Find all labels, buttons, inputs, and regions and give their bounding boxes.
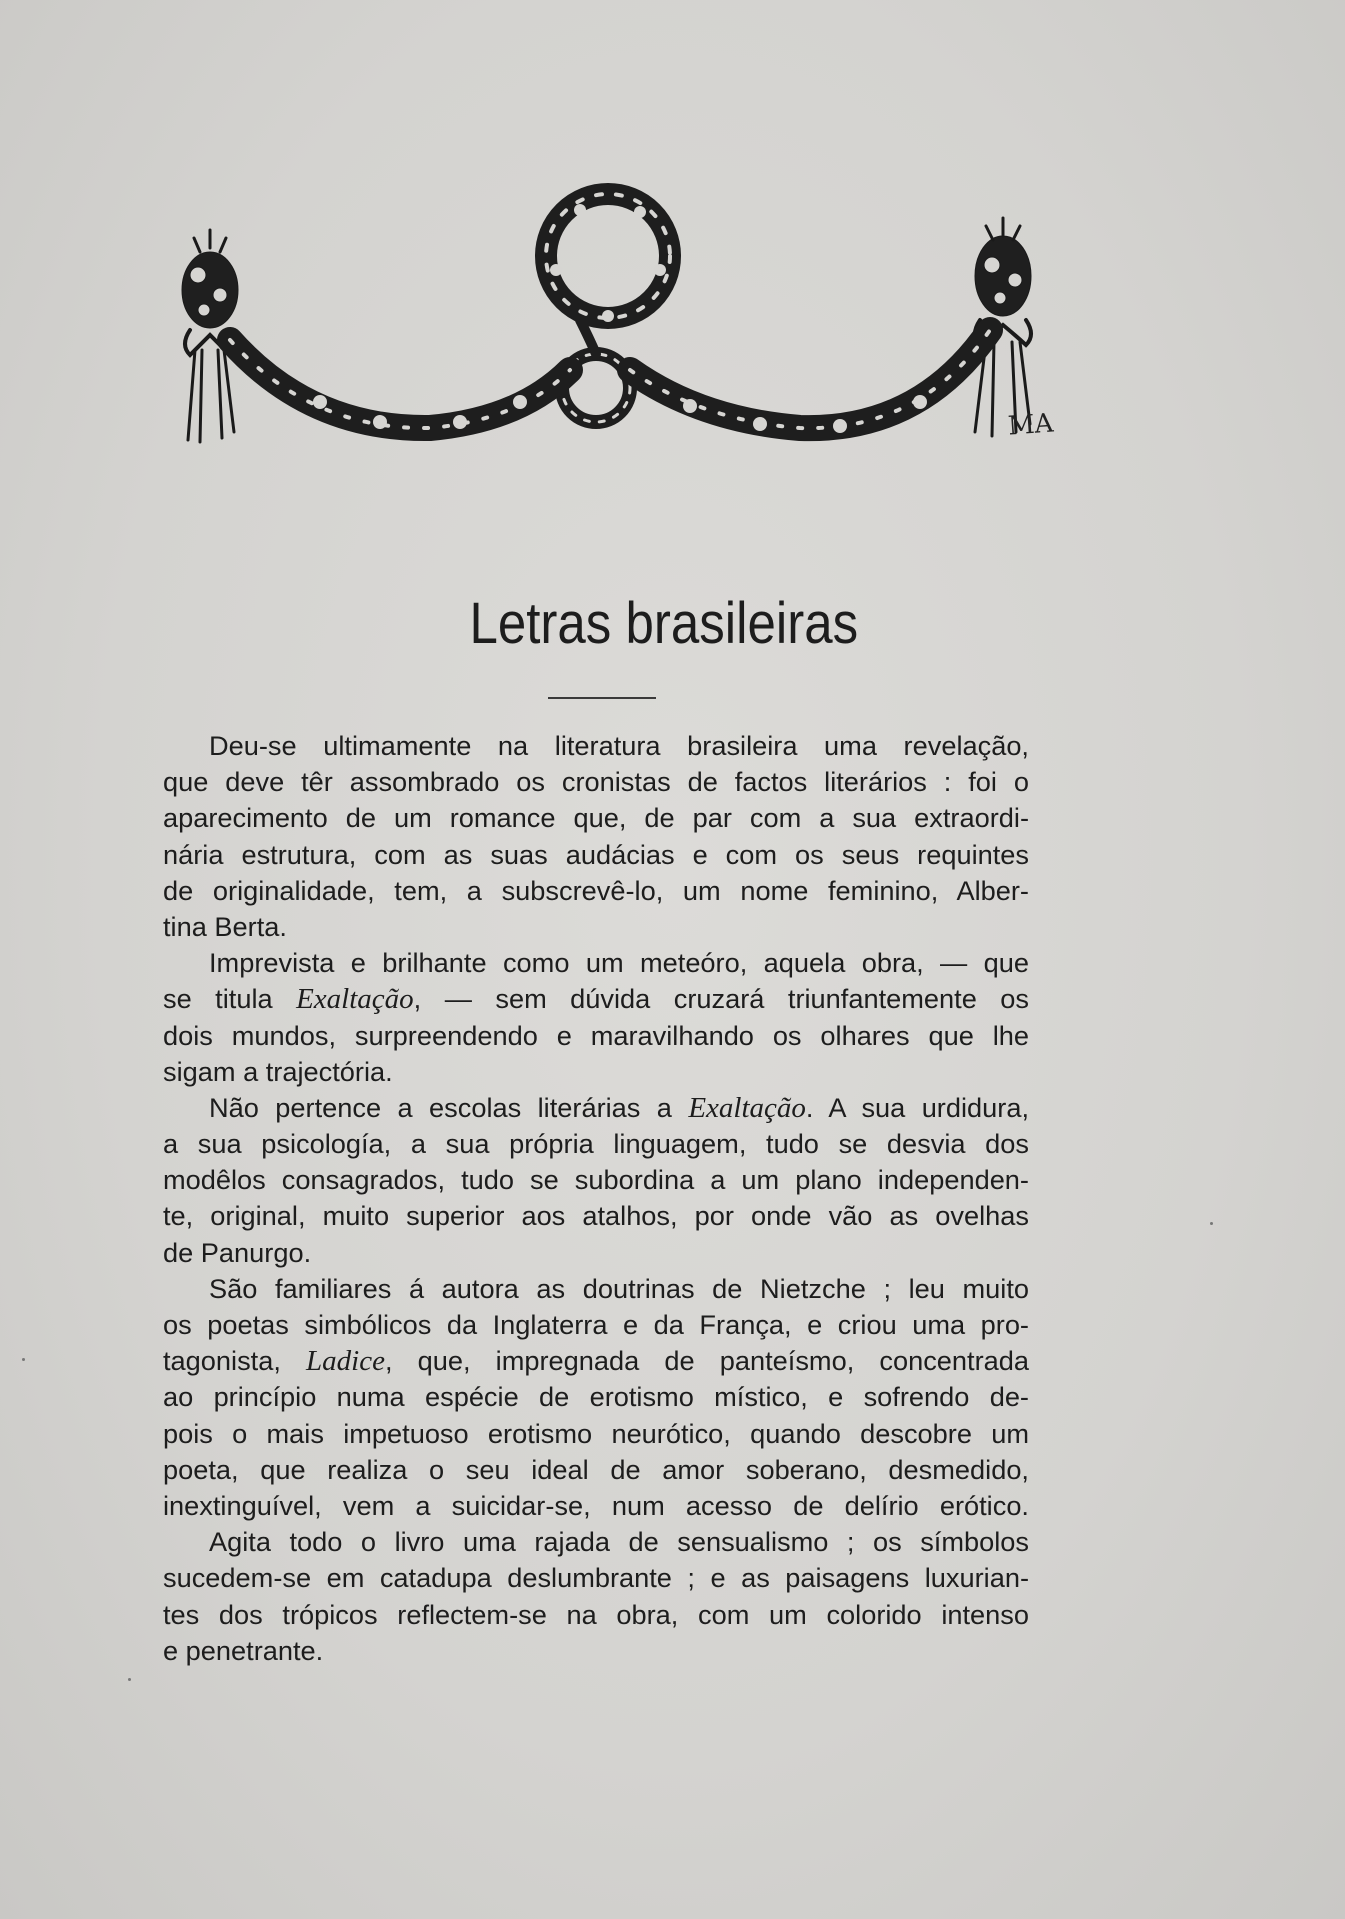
text-line: dois mundos, surpreendendo e maravilhando os olhares que lhe — [163, 1019, 1029, 1051]
text-line: te, original, muito superior aos atalhos, por onde vão as ovelhas — [163, 1200, 1029, 1232]
paper-speck — [1210, 1222, 1213, 1225]
page-title: Letras brasileiras — [469, 591, 859, 656]
text-line: os poetas simbólicos da Inglaterra e da França, e criou uma pro- — [163, 1309, 1029, 1340]
text-line: tes dos trópicos reflectem-se na obra, com um colorido intenso — [163, 1598, 1029, 1630]
text-line: pois o mais impetuoso erotismo neurótico, quando descobre um — [163, 1417, 1029, 1449]
text-run: , que, impregnada de panteísmo, concentrada — [384, 1345, 1030, 1377]
text-line: Agita todo o livro uma rajada de sensualismo ; os símbolos — [209, 1526, 1029, 1558]
text-line: São familiares á autora as doutrinas de Nietzche ; leu muito — [209, 1272, 1029, 1304]
paper-speck — [22, 1358, 25, 1361]
text-run: se titula — [163, 983, 297, 1015]
text-line: poeta, que realiza o seu ideal de amor soberano, desmedido, — [163, 1453, 1029, 1485]
text-line: nária estrutura, com as suas audácias e com os seus requintes — [163, 838, 1029, 870]
paragraph — [163, 945, 1029, 1090]
text-line: ao princípio numa espécie de erotismo místico, e sofrendo de- — [163, 1381, 1029, 1413]
paper-speck — [128, 1678, 131, 1681]
text-line: e penetrante. — [163, 1634, 324, 1666]
text-line: inextinguível, vem a suicidar-se, num acesso de delírio erótico. — [163, 1489, 1029, 1521]
text-run: Não pertence a escolas literárias a — [209, 1091, 689, 1123]
text-line: tina Berta. — [163, 910, 287, 942]
title-divider — [548, 697, 656, 699]
text-line — [163, 1090, 1029, 1126]
article-body — [163, 728, 1029, 1669]
text-run: tagonista, — [163, 1345, 307, 1377]
italic-title: Ladice — [306, 1345, 385, 1378]
paragraph — [163, 1524, 1029, 1669]
illustrator-signature: MA — [1007, 408, 1055, 442]
paragraph — [163, 1090, 1029, 1271]
text-line: de Panurgo. — [163, 1236, 312, 1268]
right-swag-icon — [630, 330, 990, 428]
text-line — [163, 981, 1029, 1017]
text-line — [163, 1343, 1029, 1379]
floral-garland-icon — [160, 170, 1060, 490]
text-line: a sua psicología, a sua própria linguagem, tudo se desvia dos — [163, 1128, 1029, 1160]
text-run: . A sua urdidura, — [805, 1091, 1029, 1123]
text-line: de originalidade, tem, a subscrevê-lo, um nome feminino, Alber- — [163, 874, 1029, 906]
left-swag-icon — [230, 340, 570, 428]
text-line: modêlos consagrados, tudo se subordina a um plano independen- — [163, 1164, 1029, 1196]
italic-title: Exaltação — [296, 983, 414, 1016]
text-line: Deu-se ultimamente na literatura brasileira uma revelação, — [209, 730, 1029, 761]
paragraph — [163, 728, 1029, 945]
italic-title: Exaltação — [688, 1091, 806, 1124]
text-line: Imprevista e brilhante como um meteóro, aquela obra, — que — [209, 947, 1029, 979]
text-line: sigam a trajectória. — [163, 1055, 393, 1087]
text-line: sucedem-se em catadupa deslumbrante ; e as paisagens luxurian- — [163, 1562, 1029, 1594]
text-line: que deve têr assombrado os cronistas de factos literários : foi o — [163, 766, 1029, 798]
text-line: aparecimento de um romance que, de par com a sua extraordi- — [163, 802, 1029, 834]
text-run: , — sem dúvida cruzará triunfantemente os — [413, 983, 1029, 1015]
paragraph — [163, 1271, 1029, 1524]
